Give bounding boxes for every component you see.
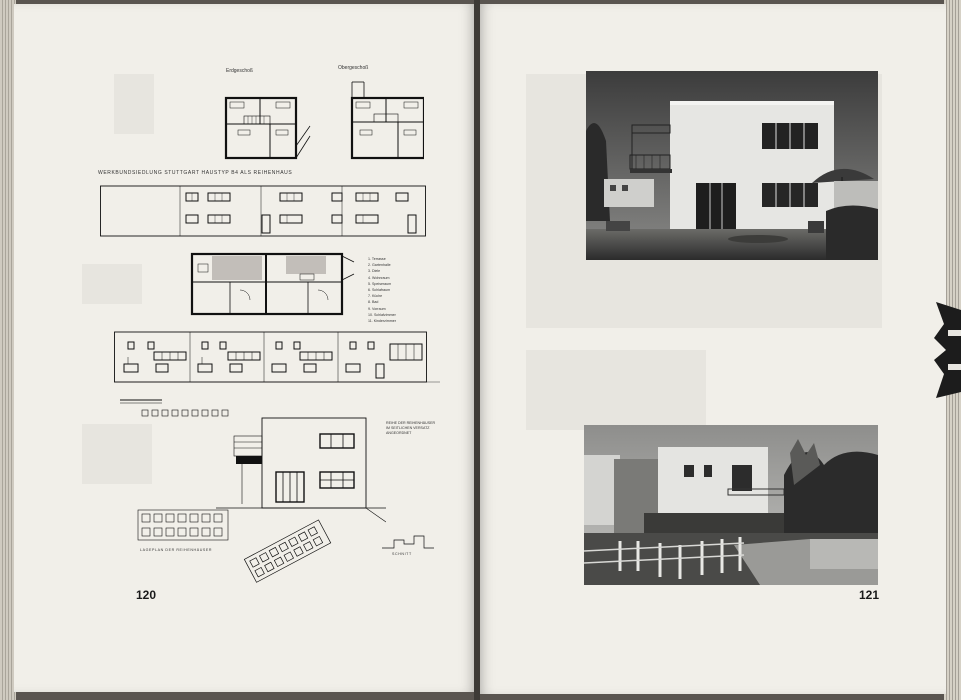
right-page-number: 121 xyxy=(859,588,880,602)
show-through xyxy=(82,424,152,484)
plan-legend xyxy=(368,256,396,324)
legend-item: 11. Kinderzimmer xyxy=(368,319,396,324)
side-note-line: ANGEORDNET xyxy=(386,431,412,435)
elevation-caption: WERKBUNDSIEDLUNG STUTTGART HAUSTYP B4 ALS REIHENHAUS xyxy=(98,170,293,176)
house-garden-photo xyxy=(586,71,878,260)
show-through xyxy=(82,264,142,304)
right-page xyxy=(478,4,946,694)
floor-plans-drawing xyxy=(214,76,424,162)
legend-item: 4. Wohnraum xyxy=(368,275,390,280)
site-plan-diagonal-drawing xyxy=(240,512,336,590)
side-note-line: REIHE DER REIHENHÄUSER xyxy=(386,421,436,425)
section-drawing xyxy=(380,530,436,552)
binder-clip-icon xyxy=(928,300,961,400)
legend-item: 3. Diele xyxy=(368,269,381,274)
show-through xyxy=(526,350,706,430)
upper-floor-label: Obergeschoß xyxy=(338,65,369,71)
book-gutter xyxy=(474,0,480,700)
site-plan-caption: LAGEPLAN DER REIHENHÄUSER xyxy=(140,548,213,552)
left-page xyxy=(14,4,476,692)
show-through xyxy=(114,74,154,134)
garden-elevation-drawing xyxy=(100,184,426,238)
house-street-photo xyxy=(584,425,878,585)
row-house-plan-drawing xyxy=(188,250,356,316)
legend-item: 7. Küche xyxy=(368,294,383,299)
legend-item: 9. Vorraum xyxy=(368,306,386,311)
legend-item: 2. Gartenhalle xyxy=(368,263,391,268)
ground-floor-label: Erdgeschoß xyxy=(226,68,253,74)
legend-item: 5. Speiseraum xyxy=(368,281,392,286)
left-page-number: 120 xyxy=(136,588,157,602)
site-plan-drawing xyxy=(136,508,236,548)
street-elevation-drawing xyxy=(114,330,440,384)
legend-item: 1. Terrasse xyxy=(368,257,386,261)
side-note xyxy=(386,421,435,436)
section-caption: SCHNITT xyxy=(392,552,412,556)
legend-item: 10. Schlafzimmer xyxy=(368,312,396,317)
legend-item: 8. Bad xyxy=(368,300,379,305)
side-note-line: IM SEITLICHEN VERSATZ xyxy=(386,426,430,430)
legend-item: 6. Schlafraum xyxy=(368,288,391,293)
